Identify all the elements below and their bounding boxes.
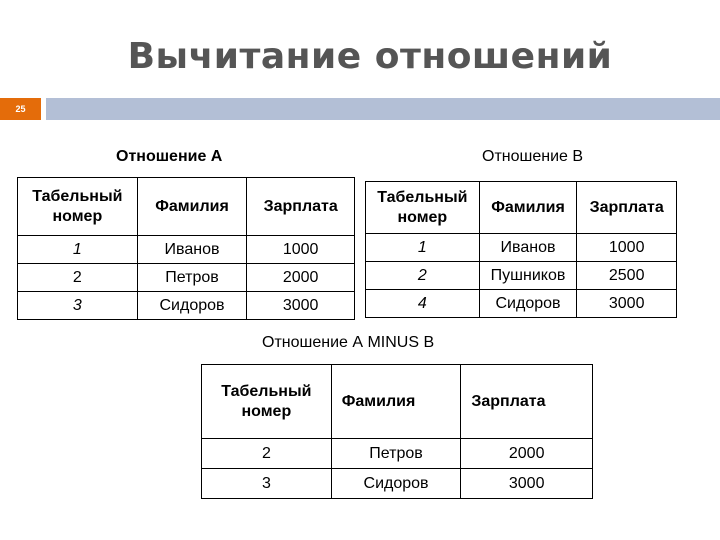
table-row bbox=[202, 469, 593, 499]
relation-minus-caption: Отношение А MINUS В bbox=[262, 334, 435, 351]
table-cell: Петров bbox=[331, 439, 461, 469]
table-cell: 2 bbox=[18, 264, 138, 292]
relation-b-caption: Отношение В bbox=[482, 148, 584, 165]
table-cell: 1 bbox=[18, 236, 138, 264]
title-bar bbox=[46, 98, 720, 120]
header-cell: Зарплата bbox=[577, 182, 677, 234]
table-cell: 3000 bbox=[461, 469, 593, 499]
table-cell: Иванов bbox=[137, 236, 247, 264]
header-cell: Фамилия bbox=[331, 365, 461, 439]
header-cell: Табельный номер bbox=[366, 182, 480, 234]
header-cell: Табельный номер bbox=[18, 178, 138, 236]
table-cell: Иванов bbox=[479, 234, 577, 262]
table-cell: 2500 bbox=[577, 262, 677, 290]
table-cell: 3000 bbox=[247, 292, 355, 320]
table-header-row bbox=[202, 365, 593, 439]
header-cell: Табельный номер bbox=[202, 365, 332, 439]
header-cell: Фамилия bbox=[479, 182, 577, 234]
table-cell: 2 bbox=[202, 439, 332, 469]
table-row bbox=[18, 236, 355, 264]
table-header-row bbox=[18, 178, 355, 236]
table-cell: 1 bbox=[366, 234, 480, 262]
table-cell: Сидоров bbox=[479, 290, 577, 318]
slide-number: 25 bbox=[0, 98, 41, 120]
table-cell: Пушников bbox=[479, 262, 577, 290]
table-cell: Петров bbox=[137, 264, 247, 292]
table-cell: 4 bbox=[366, 290, 480, 318]
table-row bbox=[366, 234, 677, 262]
table-cell: 1000 bbox=[247, 236, 355, 264]
relation-a-table bbox=[17, 177, 355, 320]
header-cell: Зарплата bbox=[247, 178, 355, 236]
table-cell: Сидоров bbox=[331, 469, 461, 499]
table-cell: 3 bbox=[202, 469, 332, 499]
table-cell: 1000 bbox=[577, 234, 677, 262]
relation-b-table bbox=[365, 181, 677, 318]
header-cell: Фамилия bbox=[137, 178, 247, 236]
table-cell: Сидоров bbox=[137, 292, 247, 320]
relation-a-caption: Отношение А bbox=[116, 148, 223, 165]
relation-minus-table bbox=[201, 364, 593, 499]
table-row bbox=[18, 264, 355, 292]
header-cell: Зарплата bbox=[461, 365, 593, 439]
table-row bbox=[366, 290, 677, 318]
table-row bbox=[202, 439, 593, 469]
table-cell: 2 bbox=[366, 262, 480, 290]
table-cell: 2000 bbox=[247, 264, 355, 292]
table-header-row bbox=[366, 182, 677, 234]
slide-title: Вычитание отношений bbox=[127, 36, 613, 77]
table-cell: 3 bbox=[18, 292, 138, 320]
table-row bbox=[18, 292, 355, 320]
table-cell: 3000 bbox=[577, 290, 677, 318]
table-cell: 2000 bbox=[461, 439, 593, 469]
table-row bbox=[366, 262, 677, 290]
